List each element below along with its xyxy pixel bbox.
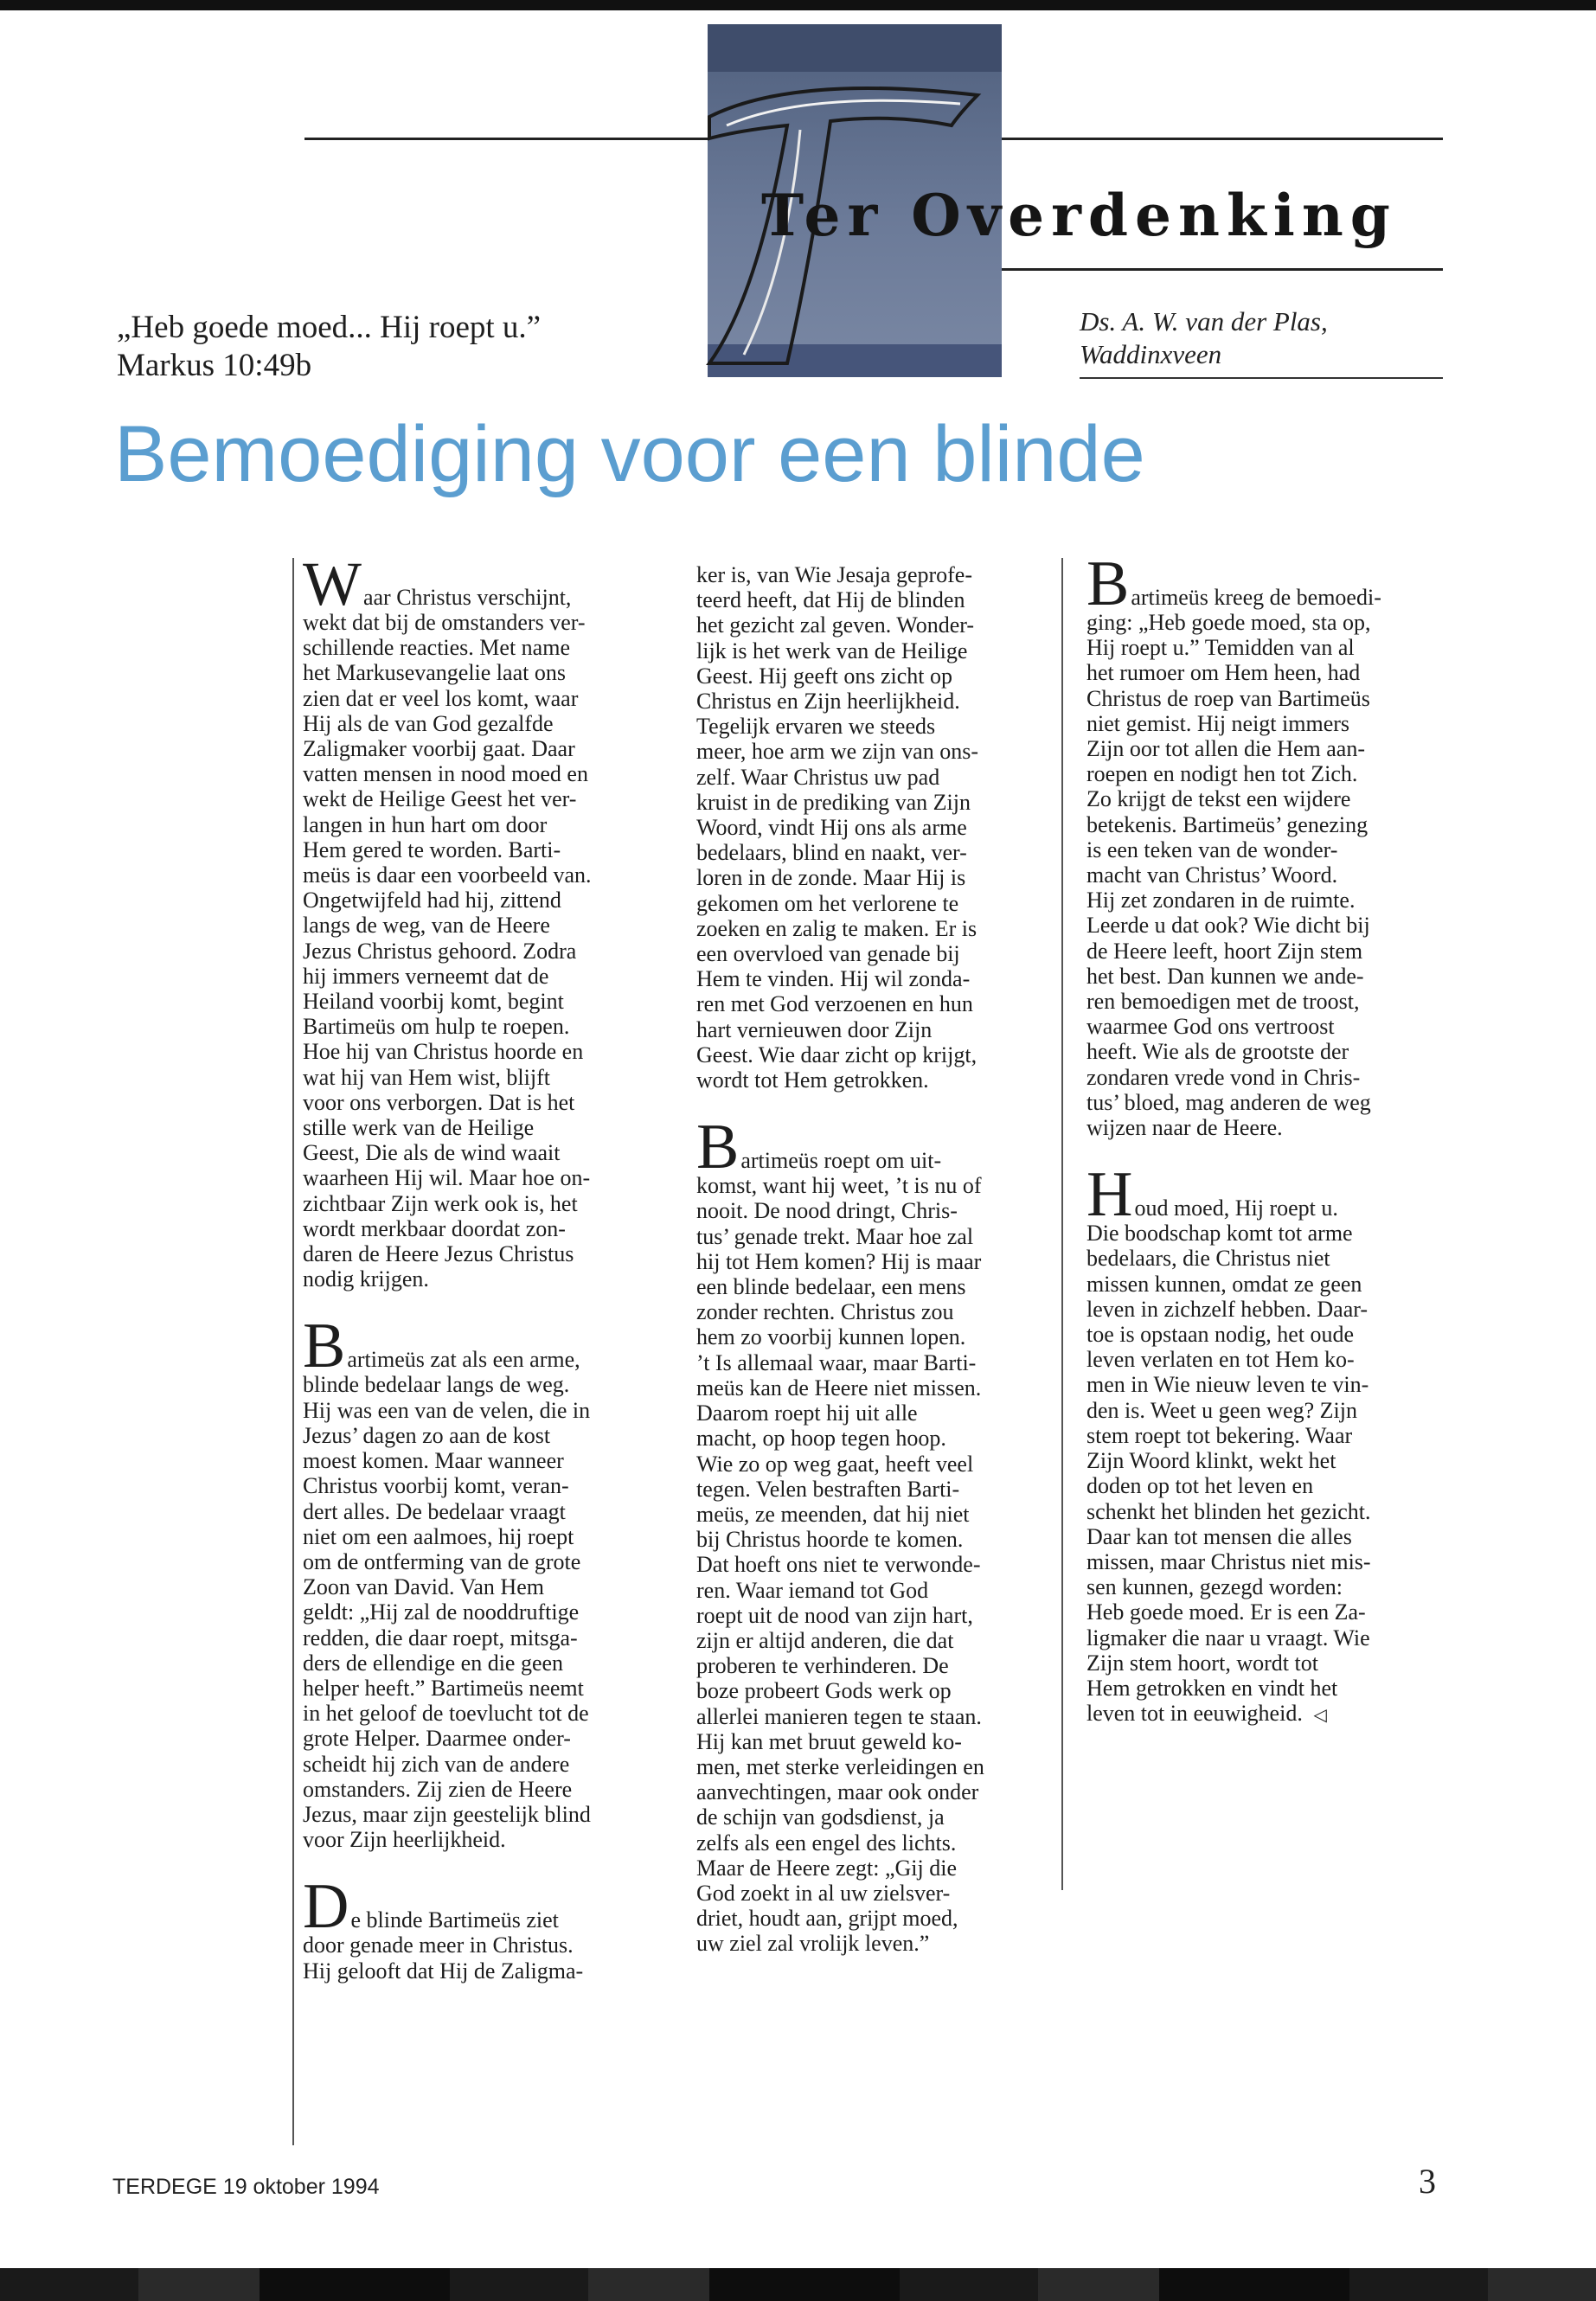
paragraph-line: Hem getrokken en vindt het: [1086, 1675, 1338, 1701]
paragraph-line: uw ziel zal vrolijk leven.”: [696, 1931, 930, 1957]
paragraph-line: Zijn oor tot allen die Hem aan-: [1086, 736, 1366, 762]
author-byline: [1080, 305, 1469, 371]
paragraph-line: Hij gelooft dat Hij de Zaligma-: [303, 1958, 584, 1984]
paragraph-line: macht van Christus’ Woord.: [1086, 862, 1338, 888]
paragraph-line: ders de ellendige en die geen: [303, 1650, 564, 1676]
paragraph-line: Woord, vindt Hij ons als arme: [696, 815, 967, 841]
paragraph-line: Heb goede moed. Er is een Za-: [1086, 1599, 1366, 1625]
paragraph-line: meüs, ze meenden, dat hij niet: [696, 1501, 970, 1527]
paragraph-line: tus’ bloed, mag anderen de weg: [1086, 1089, 1371, 1115]
paragraph-line: een overvloed van genade bij: [696, 941, 960, 967]
paragraph-line: lijk is het werk van de Heilige: [696, 638, 968, 663]
paragraph-line: Die boodschap komt tot arme: [1086, 1221, 1353, 1247]
paragraph-line: wat hij van Hem wist, blijft: [303, 1064, 550, 1090]
paragraph-line: zichtbaar Zijn werk ook is, het: [303, 1190, 578, 1216]
paragraph-line: teerd heeft, dat Hij de blinden: [696, 587, 965, 613]
paragraph-line: tus’ genade trekt. Maar hoe zal: [696, 1223, 974, 1249]
paragraph-line: niet gemist. Hij neigt immers: [1086, 710, 1350, 736]
paragraph-line: waarmee God ons vertroost: [1086, 1014, 1335, 1040]
paragraph-line: heeft. Wie als de grootste der: [1086, 1039, 1349, 1065]
article-column-3: [1086, 548, 1450, 1728]
drop-cap: B: [696, 1112, 740, 1183]
paragraph-line: leven in zichzelf hebben. Daar-: [1086, 1296, 1368, 1322]
paragraph-line: gekomen om het verlorene te: [696, 890, 959, 916]
heading-rule: [1002, 268, 1443, 271]
paragraph-line: schenkt het blinden het gezicht.: [1086, 1498, 1371, 1524]
paragraph-line: is een teken van de wonder-: [1086, 836, 1338, 862]
paragraph-first-line: [696, 1112, 1060, 1183]
paragraph-line: kruist in de prediking van Zijn: [696, 789, 971, 815]
paragraph-line: sen kunnen, gezegd worden:: [1086, 1574, 1343, 1600]
paragraph-line: wordt merkbaar doordat zon-: [303, 1215, 566, 1241]
paragraph-line: meer, hoe arm we zijn van ons-: [696, 739, 979, 765]
end-mark-icon: ◁: [1313, 1706, 1327, 1726]
paragraph-line: tegen. Velen bestraften Barti-: [696, 1476, 960, 1502]
paragraph-line: bedelaars, die Christus niet: [1086, 1246, 1330, 1272]
paragraph-first-line: [303, 1311, 666, 1382]
paragraph-line: men in Wie nieuw leven te vin-: [1086, 1372, 1369, 1398]
paragraph-line: Zijn Woord klinkt, wekt het: [1086, 1448, 1336, 1474]
header-rule-right: [1002, 138, 1443, 140]
paragraph-line: waarheen Hij wil. Maar hoe on-: [303, 1165, 591, 1191]
paragraph-line: hem zo voorbij kunnen lopen.: [696, 1324, 966, 1350]
paragraph-line: loren in de zonde. Maar Hij is: [696, 865, 966, 891]
paragraph-line: scheidt hij zich van de andere: [303, 1751, 570, 1777]
paragraph-line: door genade meer in Christus.: [303, 1932, 574, 1958]
paragraph-line: artimeüs kreeg de bemoedi-: [1131, 585, 1381, 610]
paragraph-line: om de ontferming van de grote: [303, 1548, 581, 1574]
paragraph-line: Christus de roep van Bartimeüs: [1086, 685, 1370, 711]
paragraph-line: Jezus, maar zijn geestelijk blind: [303, 1801, 591, 1827]
paragraph-line: Ongetwijfeld had hij, zittend: [303, 888, 561, 913]
paragraph-line: toe is opstaan nodig, het oude: [1086, 1322, 1355, 1348]
paragraph-line: zijn er altijd anderen, die dat: [696, 1627, 954, 1653]
paragraph-line: ligmaker die naar u vraagt. Wie: [1086, 1625, 1370, 1650]
paragraph-line: geldt: „Hij zal de nooddruftige: [303, 1599, 580, 1625]
paragraph-line: Maar de Heere zegt: „Gij die: [696, 1855, 958, 1881]
paragraph-line: moest komen. Maar wanneer: [303, 1448, 564, 1474]
paragraph-line: artimeüs zat als een arme,: [347, 1347, 580, 1373]
paragraph-line: vatten mensen in nood moed en: [303, 761, 588, 787]
header-rule-left: [304, 138, 711, 140]
paragraph-line: komst, want hij weet, ’t is nu of: [696, 1173, 982, 1199]
paragraph-line: daren de Heere Jezus Christus: [303, 1241, 574, 1267]
paragraph-line: Zaligmaker voorbij gaat. Daar: [303, 736, 575, 762]
paragraph-line: ging: „Heb goede moed, sta op,: [1086, 610, 1371, 635]
paragraph-line: macht, op hoop tegen hoop.: [696, 1426, 946, 1452]
paragraph-line: Hij roept u.” Temidden van al: [1086, 635, 1355, 661]
paragraph-line: een blinde bedelaar, een mens: [696, 1274, 966, 1300]
column-divider-right: [1061, 558, 1063, 1890]
paragraph-line: Dat hoeft ons niet te verwonde-: [696, 1552, 981, 1578]
paragraph-line: de schijn van godsdienst, ja: [696, 1804, 945, 1830]
paragraph-first-line: [303, 1871, 666, 1943]
paragraph-line: ren. Waar iemand tot God: [696, 1577, 929, 1603]
bottom-edge-bar: [0, 2268, 1596, 2301]
paragraph-line: zoeken en zalig te maken. Er is: [696, 915, 977, 941]
paragraph-line: proberen te verhinderen. De: [696, 1653, 949, 1679]
paragraph-line: allerlei manieren tegen te staan.: [696, 1703, 982, 1729]
paragraph-line: voor Zijn heerlijkheid.: [303, 1827, 506, 1853]
paragraph-first-line: [1086, 1159, 1450, 1231]
paragraph-line: Zo krijgt de tekst een wijdere: [1086, 786, 1351, 812]
footer-publication: TERDEGE 19 oktober 1994: [112, 2175, 380, 2199]
paragraph-line: ker is, van Wie Jesaja geprofe-: [696, 562, 973, 587]
paragraph-line: zelfs als een engel des lichts.: [696, 1830, 957, 1856]
quote-text: „Heb goede moed... Hij roept u.”: [117, 310, 542, 345]
paragraph-line: betekenis. Bartimeüs’ genezing: [1086, 811, 1368, 837]
author-rule: [1080, 377, 1443, 379]
paragraph-line: Hij kan met bruut geweld ko-: [696, 1728, 962, 1754]
paragraph-line: Hem te vinden. Hij wil zonda-: [696, 966, 971, 992]
paragraph-line: bedelaars, blind en naakt, ver-: [696, 840, 967, 866]
paragraph-line: Bartimeüs om hulp te roepen.: [303, 1014, 570, 1040]
paragraph-line: e blinde Bartimeüs ziet: [350, 1907, 559, 1933]
paragraph-line: ren bemoedigen met de troost,: [1086, 989, 1360, 1015]
paragraph-line: Daar kan tot mensen die alles: [1086, 1523, 1352, 1549]
paragraph-line: langs de weg, van de Heere: [303, 913, 550, 939]
drop-cap: B: [1086, 548, 1130, 619]
bible-quote: [117, 309, 670, 385]
paragraph-line: helper heeft.” Bartimeüs neemt: [303, 1675, 584, 1701]
paragraph-line: missen, maar Christus niet mis-: [1086, 1548, 1371, 1574]
paragraph-line: leven tot in eeuwigheid.: [1086, 1701, 1303, 1727]
paragraph-line: driet, houdt aan, grijpt moed,: [696, 1906, 958, 1932]
paragraph-line: aanvechtingen, maar ook onder: [696, 1779, 979, 1805]
paragraph-line: oud moed, Hij roept u.: [1134, 1195, 1338, 1221]
paragraph-line: meüs kan de Heere niet missen.: [696, 1375, 982, 1400]
section-heading: Ter Overdenking: [761, 182, 1397, 249]
paragraph-line: leven verlaten en tot Hem ko-: [1086, 1347, 1355, 1373]
paragraph-line: zelf. Waar Christus uw pad: [696, 764, 940, 790]
paragraph-line: Hij als de van God gezalfde: [303, 710, 554, 736]
column-divider-left: [292, 558, 294, 2145]
paragraph-line: Wie zo op weg gaat, heeft veel: [696, 1451, 974, 1477]
drop-cap: H: [1086, 1159, 1133, 1231]
top-edge-bar: [0, 0, 1596, 10]
drop-cap: B: [303, 1311, 346, 1382]
paragraph-line: meüs is daar een voorbeeld van.: [303, 862, 592, 888]
paragraph-first-line: [1086, 548, 1450, 619]
paragraph-line: roept uit de nood van zijn hart,: [696, 1602, 973, 1628]
paragraph-line: artimeüs roept om uit-: [740, 1148, 942, 1174]
article-column-1: [303, 549, 666, 1984]
logo-stripe-top: [708, 24, 1002, 72]
paragraph-line: het best. Dan kunnen we ande-: [1086, 963, 1364, 989]
paragraph-line: Jezus’ dagen zo aan de kost: [303, 1422, 551, 1448]
paragraph-line: hij immers verneemt dat de: [303, 963, 549, 989]
paragraph-line: Geest. Hij geeft ons zicht op: [696, 663, 953, 689]
paragraph-line: in het geloof de toevlucht tot de: [303, 1701, 589, 1727]
paragraph-line: nodig krijgen.: [303, 1266, 429, 1292]
paragraph-line: Christus en Zijn heerlijkheid.: [696, 689, 960, 715]
paragraph-line: wekt dat bij de omstanders ver-: [303, 610, 586, 635]
author-place: Waddinxveen: [1080, 339, 1222, 369]
paragraph-line: Hij was een van de velen, die in: [303, 1397, 591, 1423]
paragraph-line: Hoe hij van Christus hoorde en: [303, 1039, 584, 1065]
paragraph-line: roepen en nodigt hen tot Zich.: [1086, 761, 1358, 787]
paragraph-line: Jezus Christus gehoord. Zodra: [303, 938, 577, 964]
paragraph-line: Hij zet zondaren in de ruimte.: [1086, 888, 1356, 913]
paragraph-line: Tegelijk ervaren we steeds: [696, 714, 936, 740]
paragraph-line: den is. Weet u geen weg? Zijn: [1086, 1397, 1357, 1423]
paragraph-line: aar Christus verschijnt,: [362, 585, 572, 610]
paragraph-first-line: [303, 549, 666, 619]
paragraph-line: Leerde u dat ook? Wie dicht bij: [1086, 913, 1370, 939]
paragraph-line: Geest, Die als de wind waait: [303, 1140, 561, 1166]
page-number: 3: [1419, 2162, 1436, 2201]
drop-cap: W: [303, 549, 362, 619]
paragraph-line: hij tot Hem komen? Hij is maar: [696, 1248, 982, 1274]
paragraph-line: zien dat er veel los komt, waar: [303, 685, 579, 711]
paragraph-line: boze probeert Gods werk op: [696, 1678, 952, 1704]
paragraph-line: wijzen naar de Heere.: [1086, 1115, 1283, 1141]
paragraph-line: nooit. De nood dringt, Chris-: [696, 1198, 958, 1224]
paragraph-line: langen in hun hart om door: [303, 811, 548, 837]
paragraph-line: voor ons verborgen. Dat is het: [303, 1089, 575, 1115]
paragraph-line: de Heere leeft, hoort Zijn stem: [1086, 938, 1363, 964]
paragraph-line: hart vernieuwen door Zijn: [696, 1016, 933, 1042]
paragraph-line: Zoon van David. Van Hem: [303, 1574, 544, 1600]
paragraph-line: het gezicht zal geven. Wonder-: [696, 612, 975, 638]
article-title: Bemoediging voor een blinde: [114, 410, 1145, 498]
paragraph-line: men, met sterke verleidingen en: [696, 1753, 984, 1779]
paragraph-line: bij Christus hoorde te komen.: [696, 1527, 964, 1553]
paragraph-line: Hem gered te worden. Barti-: [303, 836, 561, 862]
paragraph-line: Christus voorbij komt, veran-: [303, 1473, 569, 1499]
paragraph-line: het Markusevangelie laat ons: [303, 660, 566, 686]
paragraph-line: dert alles. De bedelaar vraagt: [303, 1498, 566, 1524]
paragraph-line: God zoekt in al uw zielsver-: [696, 1880, 951, 1906]
paragraph-line: ren met God verzoenen en hun: [696, 991, 973, 1017]
paragraph-line: Zijn stem hoort, wordt tot: [1086, 1650, 1318, 1676]
paragraph-line: Daarom roept hij uit alle: [696, 1400, 918, 1426]
paragraph-line: Geest. Wie daar zicht op krijgt,: [696, 1042, 977, 1067]
paragraph-line: grote Helper. Daarmee onder-: [303, 1726, 571, 1752]
paragraph-line: wordt tot Hem getrokken.: [696, 1067, 929, 1093]
paragraph-line: zondaren vrede vond in Chris-: [1086, 1064, 1361, 1090]
paragraph-line: ’t Is allemaal waar, maar Barti-: [696, 1349, 977, 1375]
paragraph-line: niet om een aalmoes, hij roept: [303, 1523, 574, 1549]
quote-reference: Markus 10:49b: [117, 348, 312, 383]
paragraph-line: het rumoer om Hem heen, had: [1086, 660, 1361, 686]
paragraph-line: omstanders. Zij zien de Heere: [303, 1776, 573, 1802]
drop-cap: D: [303, 1871, 349, 1943]
paragraph-line: blinde bedelaar langs de weg.: [303, 1372, 570, 1398]
paragraph-line: wekt de Heilige Geest het ver-: [303, 786, 577, 812]
paragraph-line: stem roept tot bekering. Waar: [1086, 1422, 1353, 1448]
author-name: Ds. A. W. van der Plas,: [1080, 306, 1328, 336]
paragraph-line: redden, die daar roept, mitsga-: [303, 1625, 578, 1650]
paragraph-line: Heiland voorbij komt, begint: [303, 989, 564, 1015]
paragraph-line: schillende reacties. Met name: [303, 635, 570, 661]
paragraph-line: zonder rechten. Christus zou: [696, 1299, 954, 1325]
paragraph-line: missen kunnen, omdat ze geen: [1086, 1271, 1362, 1297]
article-column-2: [696, 562, 1060, 1957]
paragraph-line: stille werk van de Heilige: [303, 1115, 535, 1141]
paragraph-line: doden op tot het leven en: [1086, 1473, 1314, 1499]
